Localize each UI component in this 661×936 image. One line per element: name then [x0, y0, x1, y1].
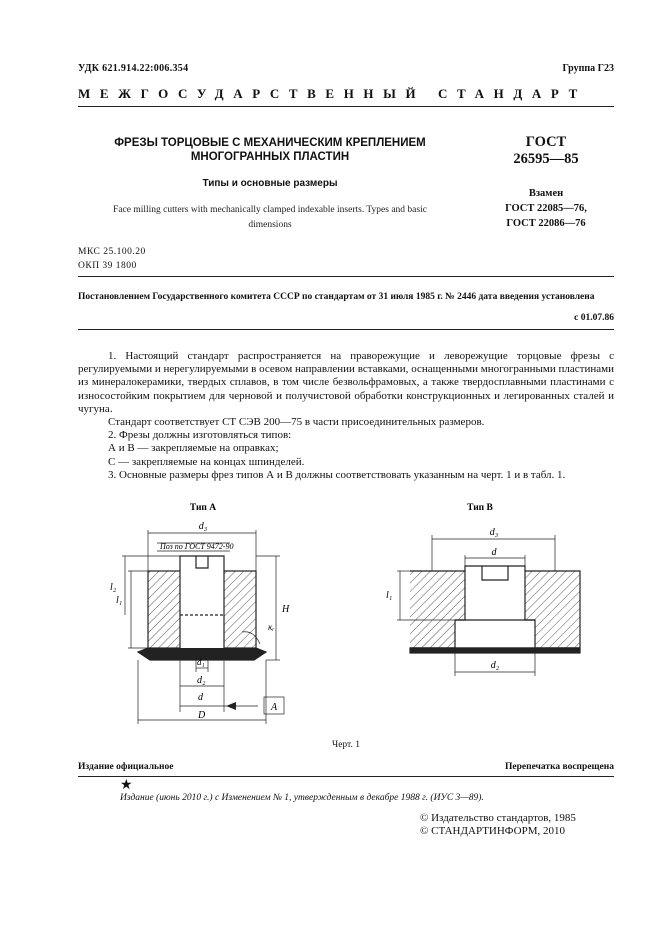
gost-number: 26595—85 [513, 151, 579, 167]
copyright-block [420, 812, 616, 838]
type-a-body [138, 556, 266, 660]
note-a: Поз по ГОСТ 9472-90 [160, 542, 234, 551]
dim-d2-a: d₂ [197, 675, 206, 686]
copyright-2: © СТАНДАРТИНФОРМ, 2010 [420, 825, 565, 837]
document-subtitle: Типы и основные размеры [202, 178, 338, 189]
replaces-2: ГОСТ 22086—76 [506, 218, 586, 229]
group-code: Группа Г23 [562, 63, 614, 74]
gost-label: ГОСТ [525, 134, 567, 150]
paragraph-3: 2. Фрезы должны изготовляться типов: [108, 429, 292, 442]
dim-h-a: H [282, 604, 290, 615]
paragraph-5: С — закрепляемые на концах шпинделей. [108, 455, 305, 468]
replaces-1: ГОСТ 22085—76, [505, 203, 587, 214]
title-line-2: МНОГОГРАННЫХ ПЛАСТИН [190, 151, 350, 163]
dim-l1-b: l₁ [386, 590, 393, 601]
dim-kr-a: κᵣ [268, 622, 275, 632]
english-title-line-1: Face milling cutters with mechanically clamped indexable inserts. Types and basic [113, 205, 427, 215]
dim-d3-a: d₃ [198, 521, 208, 532]
official-edition: Издание официальное [78, 762, 174, 772]
reprint-prohibited: Перепечатка воспрещена [504, 762, 614, 772]
datum-a: А [270, 702, 278, 713]
effective-date: с 01.07.86 [574, 313, 614, 323]
footer-rule [78, 776, 614, 777]
paragraph-6: 3. Основные размеры фрез типов А и В должны соответствовать указанным на черт. 1 и в табл. 1. [108, 468, 566, 481]
paragraph-4: А и В — закрепляемые на оправках; [108, 442, 279, 455]
type-b-body [410, 566, 580, 653]
type-b-label: Тип В [467, 503, 493, 513]
dim-d-a: d [198, 692, 203, 703]
figure-caption: Черт. 1 [332, 740, 360, 750]
udk-code: УДК 621.914.22:006.354 [78, 63, 189, 74]
replaces-label: Взамен [528, 188, 564, 199]
mks-code: МКС 25.100.20 [78, 247, 146, 257]
star-icon: ★ [120, 778, 133, 793]
standard-banner: МЕЖГОСУДАРСТВЕННЫЙ СТАНДАРТ [78, 86, 587, 101]
english-title-line-2: dimensions [248, 220, 292, 230]
dim-d1-a: d₁ [197, 657, 205, 667]
edition-note: Издание (июнь 2010 г.) с Изменением № 1, утвержденным в декабре 1988 г. (ИУС 3—89). [120, 793, 484, 803]
decree-text: Постановлением Государственного комитета СССР по стандартам от 31 июля 1985 г. № 2446 дата введения установлена [78, 292, 595, 302]
type-a-dimensions [122, 530, 284, 724]
copyright-1: © Издательство стандартов, 1985 [420, 812, 576, 824]
dim-d3-b: d₃ [489, 527, 499, 538]
paragraph-1: 1. Настоящий стандарт распространяется на праворежущие и леворежущие торцовые фрезы с регулируемыми и нерегулируемыми в осевом направлении вставками, оснащенными многогранными пластинами из минералокерамики, твердых сплавов, в том числе безвольфрамовых, а также твердосплавными пластинами с износостойким покрытием для черновой и получистовой обработки конструкционных и легированных сталей и чугуна. [78, 350, 614, 415]
dim-l2-a: l₂ [110, 582, 117, 593]
paragraph-2: Стандарт соответствует СТ СЭВ 200—75 в части присоединительных размеров. [108, 416, 485, 429]
dim-d2-b: d₂ [490, 660, 500, 671]
dim-d-b: d [491, 547, 497, 558]
dim-l1-a: l₁ [116, 595, 123, 606]
title-line-1: ФРЕЗЫ ТОРЦОВЫЕ С МЕХАНИЧЕСКИМ КРЕПЛЕНИЕМ [114, 137, 426, 149]
type-a-label: Тип А [189, 503, 217, 513]
dim-D-a: D [198, 710, 206, 721]
okp-code: ОКП 39 1800 [78, 261, 137, 271]
